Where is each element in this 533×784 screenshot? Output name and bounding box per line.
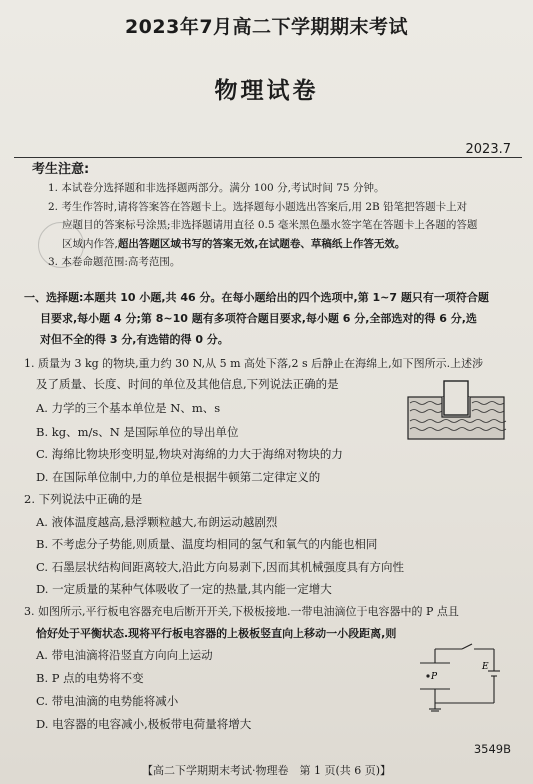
- question-1-option-b: B. kg、m/s、N 是国际单位的导出单位: [36, 425, 239, 439]
- notice-item-2-line-3-bold: 超出答题区域书写的答案无效,在试题卷、草稿纸上作答无效。: [117, 238, 406, 250]
- question-1-stem-line-1: 1. 质量为 3 kg 的物块,重力约 30 N,从 5 m 高处下落,2 s 后静止在海绵上,如下图所示.上述涉: [24, 357, 484, 370]
- question-3-option-a: A. 带电油滴将沿竖直方向向上运动: [36, 648, 213, 662]
- notice-item-2-line-3-normal: 区域内作答,: [62, 238, 118, 250]
- section-1-line-3: 对但不全的得 3 分,有选错的得 0 分。: [40, 333, 229, 346]
- notice-item-2-line-1: 2. 考生作答时,请将答案答在答题卡上。选择题每小题选出答案后,用 2B 铅笔把答题卡上对: [48, 201, 468, 213]
- question-3-stem-line-2: 恰好处于平衡状态.现将平行板电容器的上极板竖直向上移动一小段距离,则: [36, 627, 397, 640]
- exam-date: 2023.7: [465, 142, 511, 157]
- question-3-stem-line-1: 3. 如图所示,平行板电容器充电后断开开关,下极板接地.一带电油滴位于电容器中的 P 点且: [24, 605, 459, 618]
- point-p-label: P: [431, 672, 438, 682]
- header-divider: [14, 157, 522, 158]
- capacitor-circuit-figure: [410, 641, 506, 713]
- page-footer: 【高二下学期期末考试·物理卷 第 1 页(共 6 页)】: [141, 764, 392, 777]
- point-p-dot: [426, 674, 429, 677]
- sponge-block-figure: [404, 377, 508, 443]
- question-1-stem-line-2: 及了质量、长度、时间的单位及其他信息,下列说法正确的是: [36, 377, 339, 391]
- paper-code: 3549B: [473, 742, 511, 756]
- question-1-option-a: A. 力学的三个基本单位是 N、m、s: [36, 401, 221, 415]
- exam-title: 2023年7月高二下学期期末考试: [124, 16, 409, 38]
- exam-subtitle: 物理试卷: [214, 78, 319, 104]
- question-3-option-d: D. 电容器的电容减小,极板带电荷量将增大: [36, 717, 252, 731]
- question-1-option-d: D. 在国际单位制中,力的单位是根据牛顿第二定律定义的: [36, 470, 321, 484]
- notice-item-2-line-2: 应题目的答案标号涂黑;非选择题请用直径 0.5 毫米黑色墨水签字笔在答题卡上各题的答题: [62, 219, 478, 231]
- emf-label: E: [482, 662, 489, 672]
- question-2-option-d: D. 一定质量的某种气体吸收了一定的热量,其内能一定增大: [36, 582, 332, 596]
- section-1-line-1: 一、选择题:本题共 10 小题,共 46 分。在每小题给出的四个选项中,第 1~7 题只有一项符合题: [24, 291, 489, 304]
- section-1-line-2: 目要求,每小题 4 分;第 8~10 题有多项符合题目要求,每小题 6 分,全部选对的得 6 分,选: [40, 312, 477, 325]
- question-2-option-b: B. 不考虑分子势能,则质量、温度均相同的氢气和氧气的内能也相同: [36, 537, 378, 551]
- question-1-option-c: C. 海绵比物块形变明显,物块对海绵的力大于海绵对物块的力: [36, 447, 343, 461]
- question-3-option-c: C. 带电油滴的电势能将减小: [36, 694, 179, 708]
- notice-title: 考生注意:: [32, 162, 90, 177]
- notice-item-2-line-3: [62, 236, 405, 251]
- notice-item-3: 3. 本卷命题范围:高考范围。: [48, 256, 181, 268]
- question-2-stem: 2. 下列说法中正确的是: [24, 492, 143, 506]
- question-3-option-b: B. P 点的电势将不变: [36, 671, 144, 685]
- question-2-option-c: C. 石墨层状结构间距离较大,沿此方向易剥下,因而其机械强度具有方向性: [36, 560, 405, 574]
- notice-item-1: 1. 本试卷分选择题和非选择题两部分。满分 100 分,考试时间 75 分钟。: [48, 182, 385, 194]
- question-2-option-a: A. 液体温度越高,悬浮颗粒越大,布朗运动越剧烈: [36, 515, 278, 529]
